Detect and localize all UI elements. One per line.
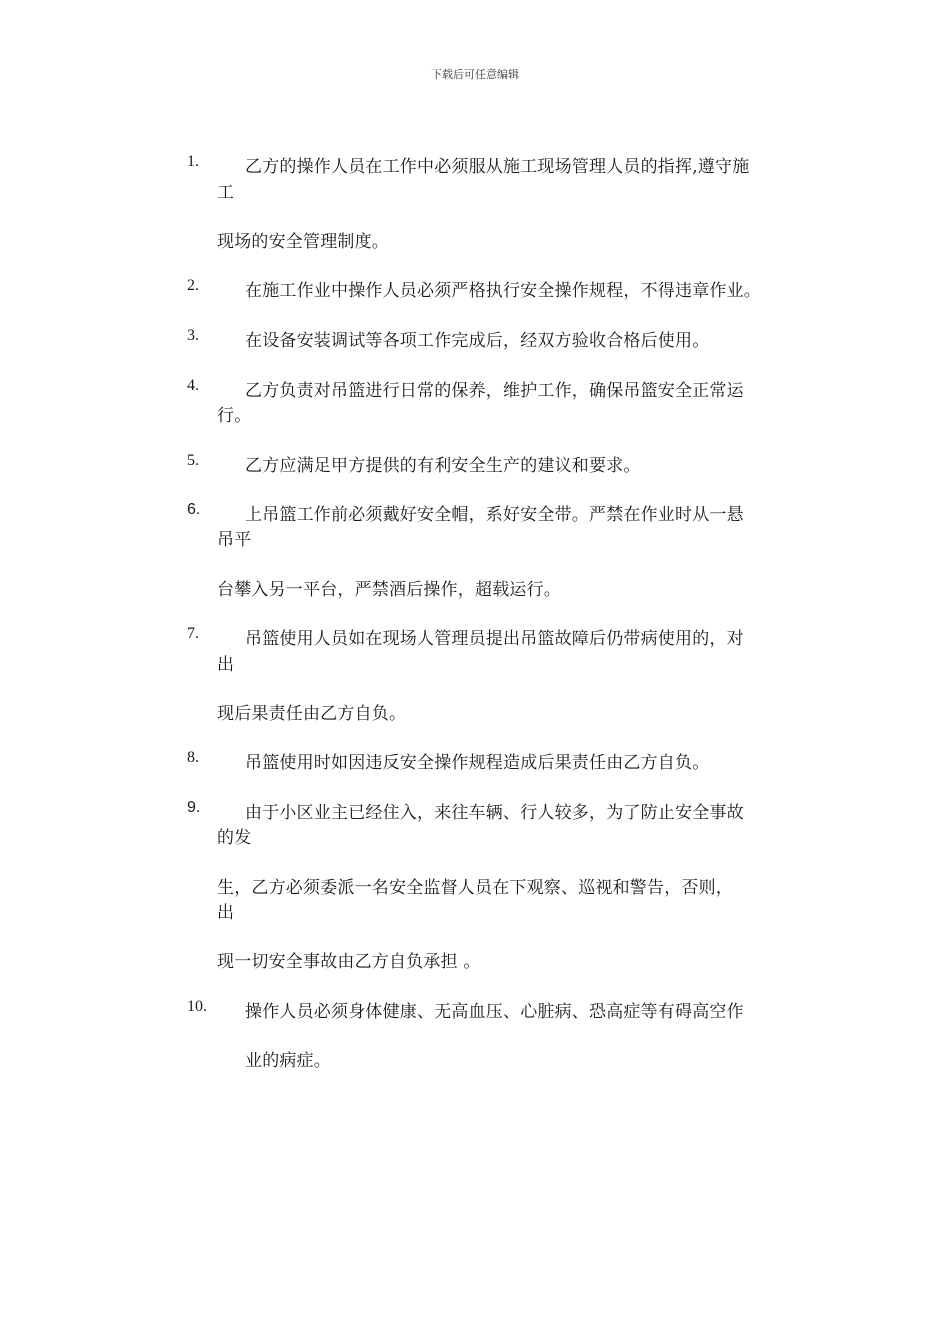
item-text: 在设备安装调试等各项工作完成后，经双方验收合格后使用。 [245,331,710,351]
item-number: 3. [187,327,199,344]
item-text-continued: 业的病症。 [245,1051,331,1071]
item-number: 4. [187,377,199,394]
item-text-continued: 出 [217,903,235,923]
item-number: 8. [187,749,199,766]
item-text: 操作人员必须身体健康、无高血压、心脏病、恐高症等有碍高空作 [245,1002,744,1022]
item-text-continued: 现场的安全管理制度。 [217,232,389,252]
item-text: 吊篮使用时如因违反安全操作规程造成后果责任由乙方自负。 [245,753,710,773]
item-number: 5. [187,452,199,469]
item-number: 1. [187,153,199,170]
page-header: 下载后可任意编辑 [431,68,519,81]
item-text-continued: 行。 [217,406,252,426]
item-text-continued: 生，乙方必须委派一名安全监督人员在下观察、巡视和警告，否则， [217,878,733,898]
item-number: 2. [187,277,199,294]
item-text-continued: 吊平 [217,530,252,550]
item-text: 上吊篮工作前必须戴好安全帽，系好安全带。严禁在作业时从一悬 [245,505,744,525]
item-text: 乙方负责对吊篮进行日常的保养，维护工作，确保吊篮安全正常运 [245,381,744,401]
item-text-continued: 出 [217,655,235,675]
item-text-continued: 台攀入另一平台，严禁酒后操作，超载运行。 [217,580,561,600]
item-text: 由于小区业主已经住入，来往车辆、行人较多，为了防止安全事故 [245,803,744,823]
item-text: 乙方应满足甲方提供的有利安全生产的建议和要求。 [245,456,641,476]
item-text: 在施工作业中操作人员必须严格执行安全操作规程，不得违章作业。 [245,281,761,301]
item-number: 6. [187,501,201,518]
item-text: 吊篮使用人员如在现场人管理员提出吊篮故障后仍带病使用的，对 [245,629,744,649]
item-number: 9. [187,799,201,816]
item-text-continued: 的发 [217,828,252,848]
item-text-continued: 现一切安全事故由乙方自负承担 。 [217,952,481,972]
item-text-continued: 工 [217,183,235,203]
item-number: 10. [187,998,207,1015]
item-text-continued: 现后果责任由乙方自负。 [217,704,407,724]
item-text: 乙方的操作人员在工作中必须服从施工现场管理人员的指挥,遵守施 [245,157,750,177]
item-number: 7. [187,625,199,642]
